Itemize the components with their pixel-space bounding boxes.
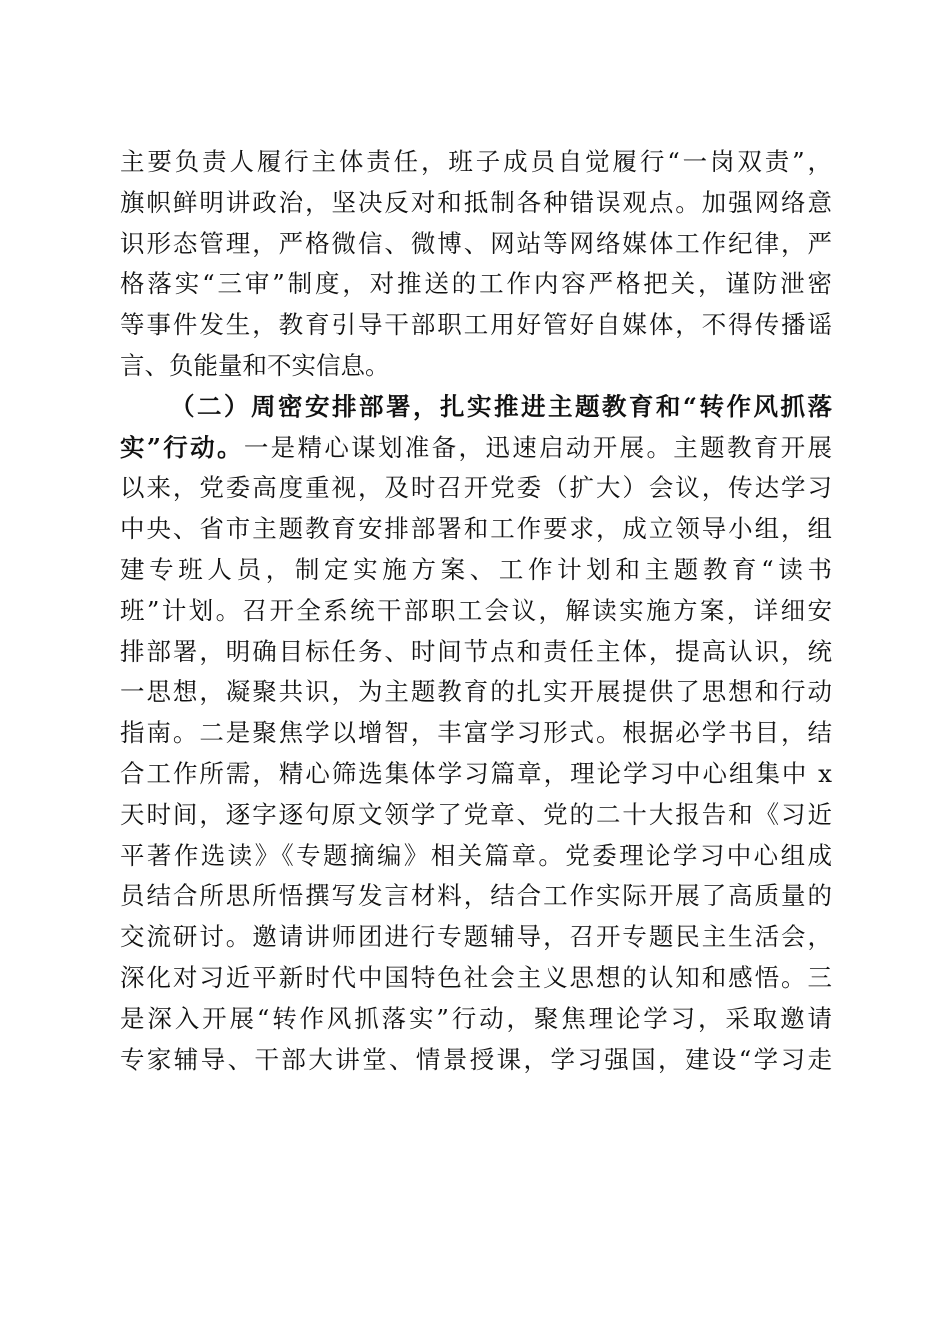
text-line: 一思想，凝聚共识，为主题教育的扎实开展提供了思想和行动: [120, 677, 832, 707]
text-line: 深化对习近平新时代中国特色社会主义思想的认知和感悟。三: [120, 962, 832, 992]
text-line: 平著作选读》《专题摘编》相关篇章。党委理论学习中心组成: [120, 840, 832, 870]
text-line: 识形态管理，严格微信、微博、网站等网络媒体工作纪律，严: [120, 228, 832, 258]
text-line: [120, 428, 832, 469]
text-run: 一是精心谋划准备，迅速启动开展。主题教育开展: [243, 432, 832, 462]
text-line: 主要负责人履行主体责任，班子成员自觉履行“一岗双责”，: [120, 147, 832, 176]
paragraph-1: [120, 142, 832, 387]
text-line: 以来，党委高度重视，及时召开党委（扩大）会议，传达学习: [120, 473, 832, 503]
text-line: 中央、省市主题教育安排部署和工作要求，成立领导小组，组: [120, 514, 832, 544]
paragraph-2: [120, 387, 832, 1081]
text-line: 天时间，逐字逐句原文领学了党章、党的二十大报告和《习近: [120, 799, 832, 829]
text-line: 旗帜鲜明讲政治，坚决反对和抵制各种错误观点。加强网络意: [120, 187, 832, 217]
text-line: 专家辅导、干部大讲堂、情景授课，学习强国，建设“学习走: [120, 1044, 832, 1074]
text-line: 建专班人员，制定实施方案、工作计划和主题教育“读书: [120, 554, 832, 584]
text-line: 班”计划。召开全系统干部职工会议，解读实施方案，详细安: [120, 595, 832, 625]
text-line: 指南。二是聚焦学以增智，丰富学习形式。根据必学书目，结: [120, 718, 832, 748]
text-line: 等事件发生，教育引导干部职工用好管好自媒体，不得传播谣: [120, 310, 832, 340]
text-line: 格落实“三审”制度，对推送的工作内容严格把关，谨防泄密: [120, 269, 832, 299]
text-line: 交流研讨。邀请讲师团进行专题辅导，召开专题民主生活会，: [120, 922, 832, 952]
text-line: 言、负能量和不实信息。: [120, 350, 390, 380]
text-line: 排部署，明确目标任务、时间节点和责任主体，提高认识，统: [120, 636, 832, 666]
text-line: 合工作所需，精心筛选集体学习篇章，理论学习中心组集中 x: [120, 758, 832, 788]
document-body: [120, 142, 832, 1080]
text-line: 员结合所思所悟撰写发言材料，结合工作实际开展了高质量的: [120, 881, 832, 911]
section-heading-line: （二）周密安排部署，扎实推进主题教育和“转作风抓落: [170, 391, 832, 421]
text-line: 是深入开展“转作风抓落实”行动，聚焦理论学习，采取邀请: [120, 1003, 832, 1033]
section-heading-end: 实”行动。: [120, 432, 244, 462]
